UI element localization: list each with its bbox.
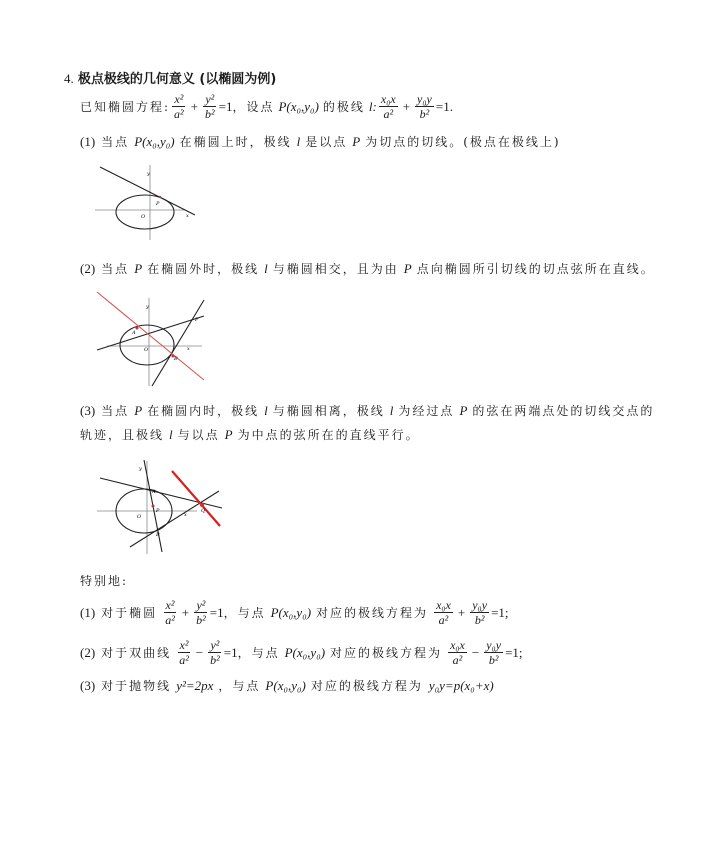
item-text: 对应的极线方程为 (316, 606, 429, 620)
denominator: b² (419, 107, 430, 121)
point-p: P (403, 260, 412, 276)
svg-text:P: P (195, 317, 199, 323)
denominator: b² (488, 653, 499, 667)
svg-text:B: B (156, 532, 160, 538)
fraction (177, 638, 191, 667)
operator: + (402, 98, 411, 114)
fraction (484, 638, 503, 667)
svg-text:y: y (139, 466, 142, 472)
operator: − (471, 644, 480, 660)
point-p: P(x₀,y₀) (270, 604, 312, 620)
period: . (449, 98, 453, 114)
numerator: y₀y (472, 598, 488, 612)
polar-l: l (169, 426, 173, 442)
fraction (434, 598, 453, 627)
case-2-line (80, 260, 655, 277)
point-p: P(x₀,y₀) (265, 677, 306, 693)
denominator: a² (165, 613, 175, 627)
case-text: 的弦在两端点处的切线交点的 (472, 404, 655, 418)
polar-l: l (296, 133, 301, 149)
svg-text:O: O (141, 214, 146, 220)
svg-text:P: P (156, 508, 160, 514)
point-p: P (224, 426, 233, 442)
svg-text:O: O (137, 514, 142, 520)
item-text: ，与点 (237, 646, 280, 660)
case-text: 与椭圆相交，且为由 (272, 262, 399, 276)
denominator: b² (474, 613, 485, 627)
case-1-line (80, 133, 561, 150)
operator: − (195, 644, 204, 660)
figure-3-interior (92, 456, 232, 556)
operator: + (457, 604, 466, 620)
item-label: (1) (80, 604, 96, 620)
equals-one: =1 (491, 604, 505, 620)
fraction (203, 92, 217, 121)
numerator: x₀x (450, 638, 465, 652)
svg-text:y: y (147, 171, 150, 177)
polar-label: l: (368, 98, 377, 114)
case-text: 在椭圆外时，极线 (147, 262, 260, 276)
section-number: 4. (64, 71, 74, 86)
svg-text:A: A (152, 489, 156, 495)
intro-line (80, 92, 453, 121)
fraction (448, 638, 467, 667)
case-text: 在椭圆内时，极线 (147, 404, 260, 418)
case-3-line-2 (80, 426, 420, 443)
item-text: 对于抛物线 (101, 679, 172, 693)
section-heading: 极点极线的几何意义 (以椭圆为例) (77, 72, 277, 87)
denominator: a² (438, 613, 449, 627)
point-p: P(x₀,y₀) (134, 133, 175, 149)
numerator: x₀x (380, 92, 396, 106)
case-text: 为经过点 (398, 404, 455, 418)
svg-text:O: O (144, 347, 149, 353)
case-text: 轨迹，且极线 (80, 428, 165, 442)
numerator: y² (210, 638, 220, 652)
case-text: 为中点的弦所在的直线平行。 (237, 428, 420, 442)
special-item-2 (80, 638, 523, 667)
special-item-1 (80, 598, 509, 627)
svg-text:x: x (186, 213, 189, 219)
fraction (208, 638, 222, 667)
svg-text:P: P (156, 201, 160, 207)
case-text: 点向椭圆所引切线的切点弦所在直线。 (416, 262, 655, 276)
equals-one: =1 (218, 98, 233, 114)
polar-l: l (264, 260, 268, 276)
parabola-equation: y²=2px (176, 677, 214, 693)
equals-one: =1 (505, 644, 519, 660)
intro-polar-prefix: 的极线 (322, 100, 365, 114)
fraction (163, 598, 177, 627)
polar-l: l (264, 402, 268, 418)
intro-prefix: 已知椭圆方程: (80, 100, 171, 114)
section-title (64, 68, 276, 87)
denominator: a² (383, 107, 394, 121)
numerator: x² (174, 92, 184, 106)
point-p: P (352, 133, 361, 149)
point-p: P(x₀,y₀) (284, 644, 326, 660)
semicolon: ; (504, 604, 509, 620)
special-heading (80, 572, 128, 589)
item-text: 对应的极线方程为 (330, 646, 443, 660)
case-label: (2) (80, 260, 96, 276)
svg-text:x: x (184, 512, 187, 518)
svg-text:x: x (187, 346, 190, 352)
denominator: b² (210, 653, 220, 667)
svg-text:B: B (174, 356, 178, 362)
fraction (194, 598, 208, 627)
denominator: a² (452, 653, 463, 667)
item-text: 对于双曲线 (101, 646, 172, 660)
item-label: (2) (80, 644, 96, 660)
special-heading-text: 特别地: (80, 574, 129, 588)
equals-one: =1 (435, 98, 450, 114)
figure-2-secant (92, 288, 217, 388)
special-item-3 (80, 677, 494, 694)
numerator: y² (205, 92, 215, 106)
denominator: a² (174, 107, 184, 121)
svg-text:Q: Q (201, 508, 206, 514)
intro-mid: ，设点 (232, 100, 275, 114)
case-text: 在椭圆上时，极线 (179, 135, 292, 149)
case-text: 当点 (101, 262, 130, 276)
case-text: 当点 (101, 135, 130, 149)
denominator: a² (179, 653, 189, 667)
svg-text:A: A (132, 330, 136, 336)
item-label: (3) (80, 677, 96, 693)
svg-text:y: y (146, 304, 149, 310)
point-p: P (134, 402, 143, 418)
operator: + (181, 604, 190, 620)
numerator: x₀x (436, 598, 451, 612)
numerator: x² (165, 598, 175, 612)
fraction (415, 92, 434, 121)
numerator: y₀y (486, 638, 502, 652)
point-p: P (134, 260, 143, 276)
figure-1-tangent (90, 160, 210, 245)
case-label: (3) (80, 402, 96, 418)
item-text: 对应的极线方程为 (310, 679, 423, 693)
case-text: 为切点的切线。(极点在极线上) (365, 135, 561, 149)
equals-one: =1 (209, 604, 224, 620)
fraction (172, 92, 186, 121)
operator: + (190, 98, 198, 114)
denominator: b² (196, 613, 206, 627)
point-p: P (459, 402, 468, 418)
fraction (470, 598, 489, 627)
case-text: 当点 (101, 404, 130, 418)
numerator: x² (179, 638, 189, 652)
case-text: 是以点 (305, 135, 348, 149)
case-text: 与以点 (177, 428, 220, 442)
point-p: P(x₀,y₀) (278, 98, 319, 114)
case-3-line-1 (80, 402, 654, 419)
item-text: ，与点 (223, 606, 266, 620)
polar-equation: y₀y=p(x₀+x) (428, 677, 494, 693)
equals-one: =1 (223, 644, 238, 660)
numerator: y² (196, 598, 206, 612)
fraction (379, 92, 398, 121)
numerator: y₀y (417, 92, 432, 106)
denominator: b² (205, 107, 215, 121)
case-text: 与椭圆相离，极线 (272, 404, 385, 418)
semicolon: ; (518, 644, 523, 660)
polar-l: l (389, 402, 394, 418)
item-text: 对于椭圆 (101, 606, 158, 620)
item-text: ，与点 (218, 679, 261, 693)
case-label: (1) (80, 133, 96, 149)
